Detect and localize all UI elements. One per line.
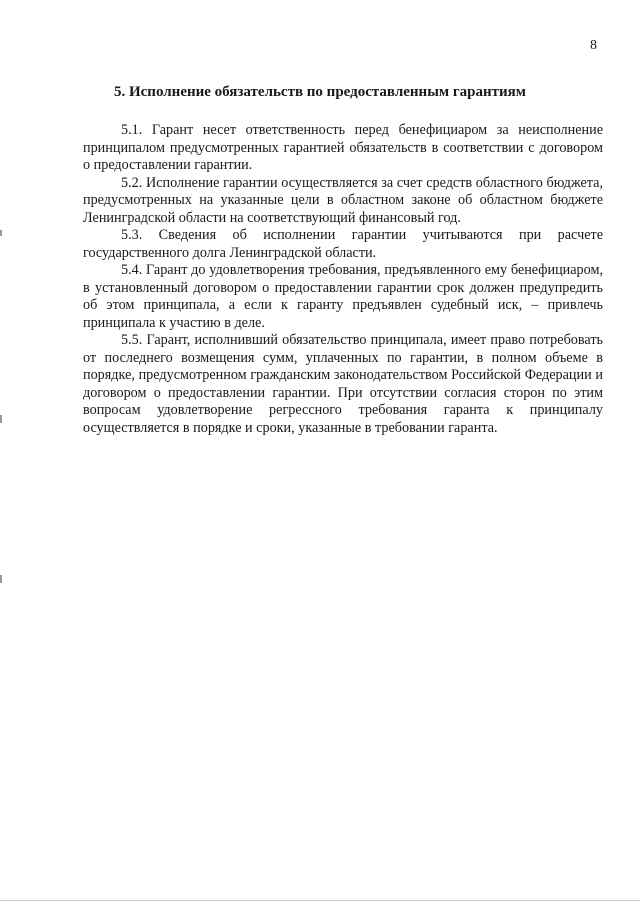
section-heading: 5. Исполнение обязательств по предоставленным гарантиям [113,84,527,100]
page-number: 8 [590,38,597,53]
section-body [83,122,603,437]
page-bottom-edge [0,900,640,901]
paragraph-5-2: 5.2. Исполнение гарантии осуществляется за счет средств областного бюджета, предусмотренных на указанные цели в областном законе об областном бюджете Ленинградской области на соответствующий финансовый год. [83,174,603,226]
paragraph-5-3: 5.3. Сведения об исполнении гарантии учитываются при расчете государственного долга Ленинградской области. [83,227,603,261]
paragraph-5-4: 5.4. Гарант до удовлетворения требования, предъявленного ему бенефициаром, в установленный договором о предоставлении гарантии срок должен предупредить об этом принципала, а если к гаранту предъявлен судебный иск, – привлечь принципала к участию в деле. [83,262,603,331]
scan-mark [0,415,2,423]
paragraph-5-5: 5.5. Гарант, исполнивший обязательство принципала, имеет право потребовать от последнего возмещения сумм, уплаченных по гарантии, в полном объеме в порядке, предусмотренном гражданским законодательством Российской Федерации и договором о предоставлении гарантии. При отсутствии согласия сторон по этим вопросам удовлетворение регрессного требования гаранта к принципалу осуществляется в порядке и сроки, указанные в требовании гаранта. [83,332,603,436]
paragraph-5-1: 5.1. Гарант несет ответственность перед бенефициаром за неисполнение принципалом предусмотренных гарантией обязательств в соответствии с договором о предоставлении гарантии. [83,122,603,173]
scan-mark [0,230,2,236]
scan-mark [0,575,2,583]
